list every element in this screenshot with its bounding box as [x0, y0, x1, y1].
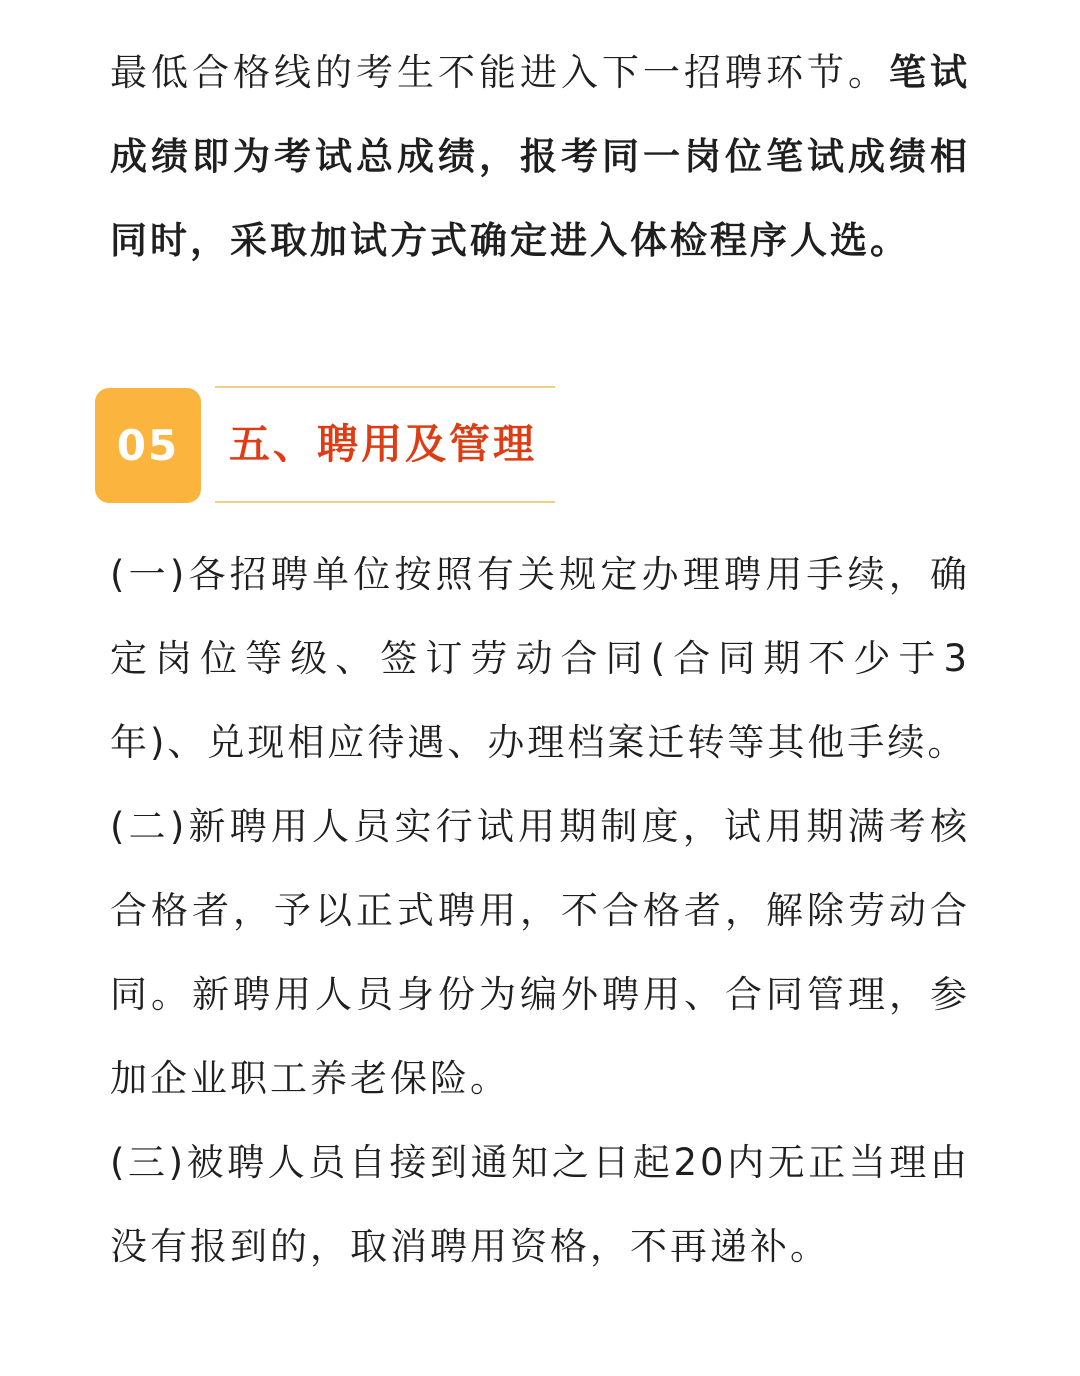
section-header: [95, 386, 565, 504]
intro-normal-text: 最低合格线的考生不能进入下一招聘环节。: [110, 51, 889, 94]
paragraph-3: (三)被聘人员自接到通知之日起20内无正当理由没有报到的，取消聘用资格，不再递补。: [110, 1141, 970, 1268]
section-body: [110, 533, 970, 1289]
title-bottom-divider: [215, 501, 555, 503]
title-top-divider: [215, 386, 555, 388]
intro-paragraph: [110, 31, 970, 283]
paragraph-2: (二)新聘用人员实行试用期制度，试用期满考核合格者，予以正式聘用，不合格者，解除劳动合同。新聘用人员身份为编外聘用、合同管理，参加企业职工养老保险。: [110, 805, 970, 1100]
paragraph-1: (一)各招聘单位按照有关规定办理聘用手续，确定岗位等级、签订劳动合同(合同期不少于3年)、兑现相应待遇、办理档案迁转等其他手续。: [110, 553, 970, 764]
intro-bold-text: 笔试成绩即为考试总成绩，报考同一岗位笔试成绩相同时，采取加试方式确定进入体检程序人选。: [110, 51, 970, 262]
section-title: 五、聘用及管理: [229, 420, 537, 468]
section-number-badge: 05: [95, 388, 201, 503]
